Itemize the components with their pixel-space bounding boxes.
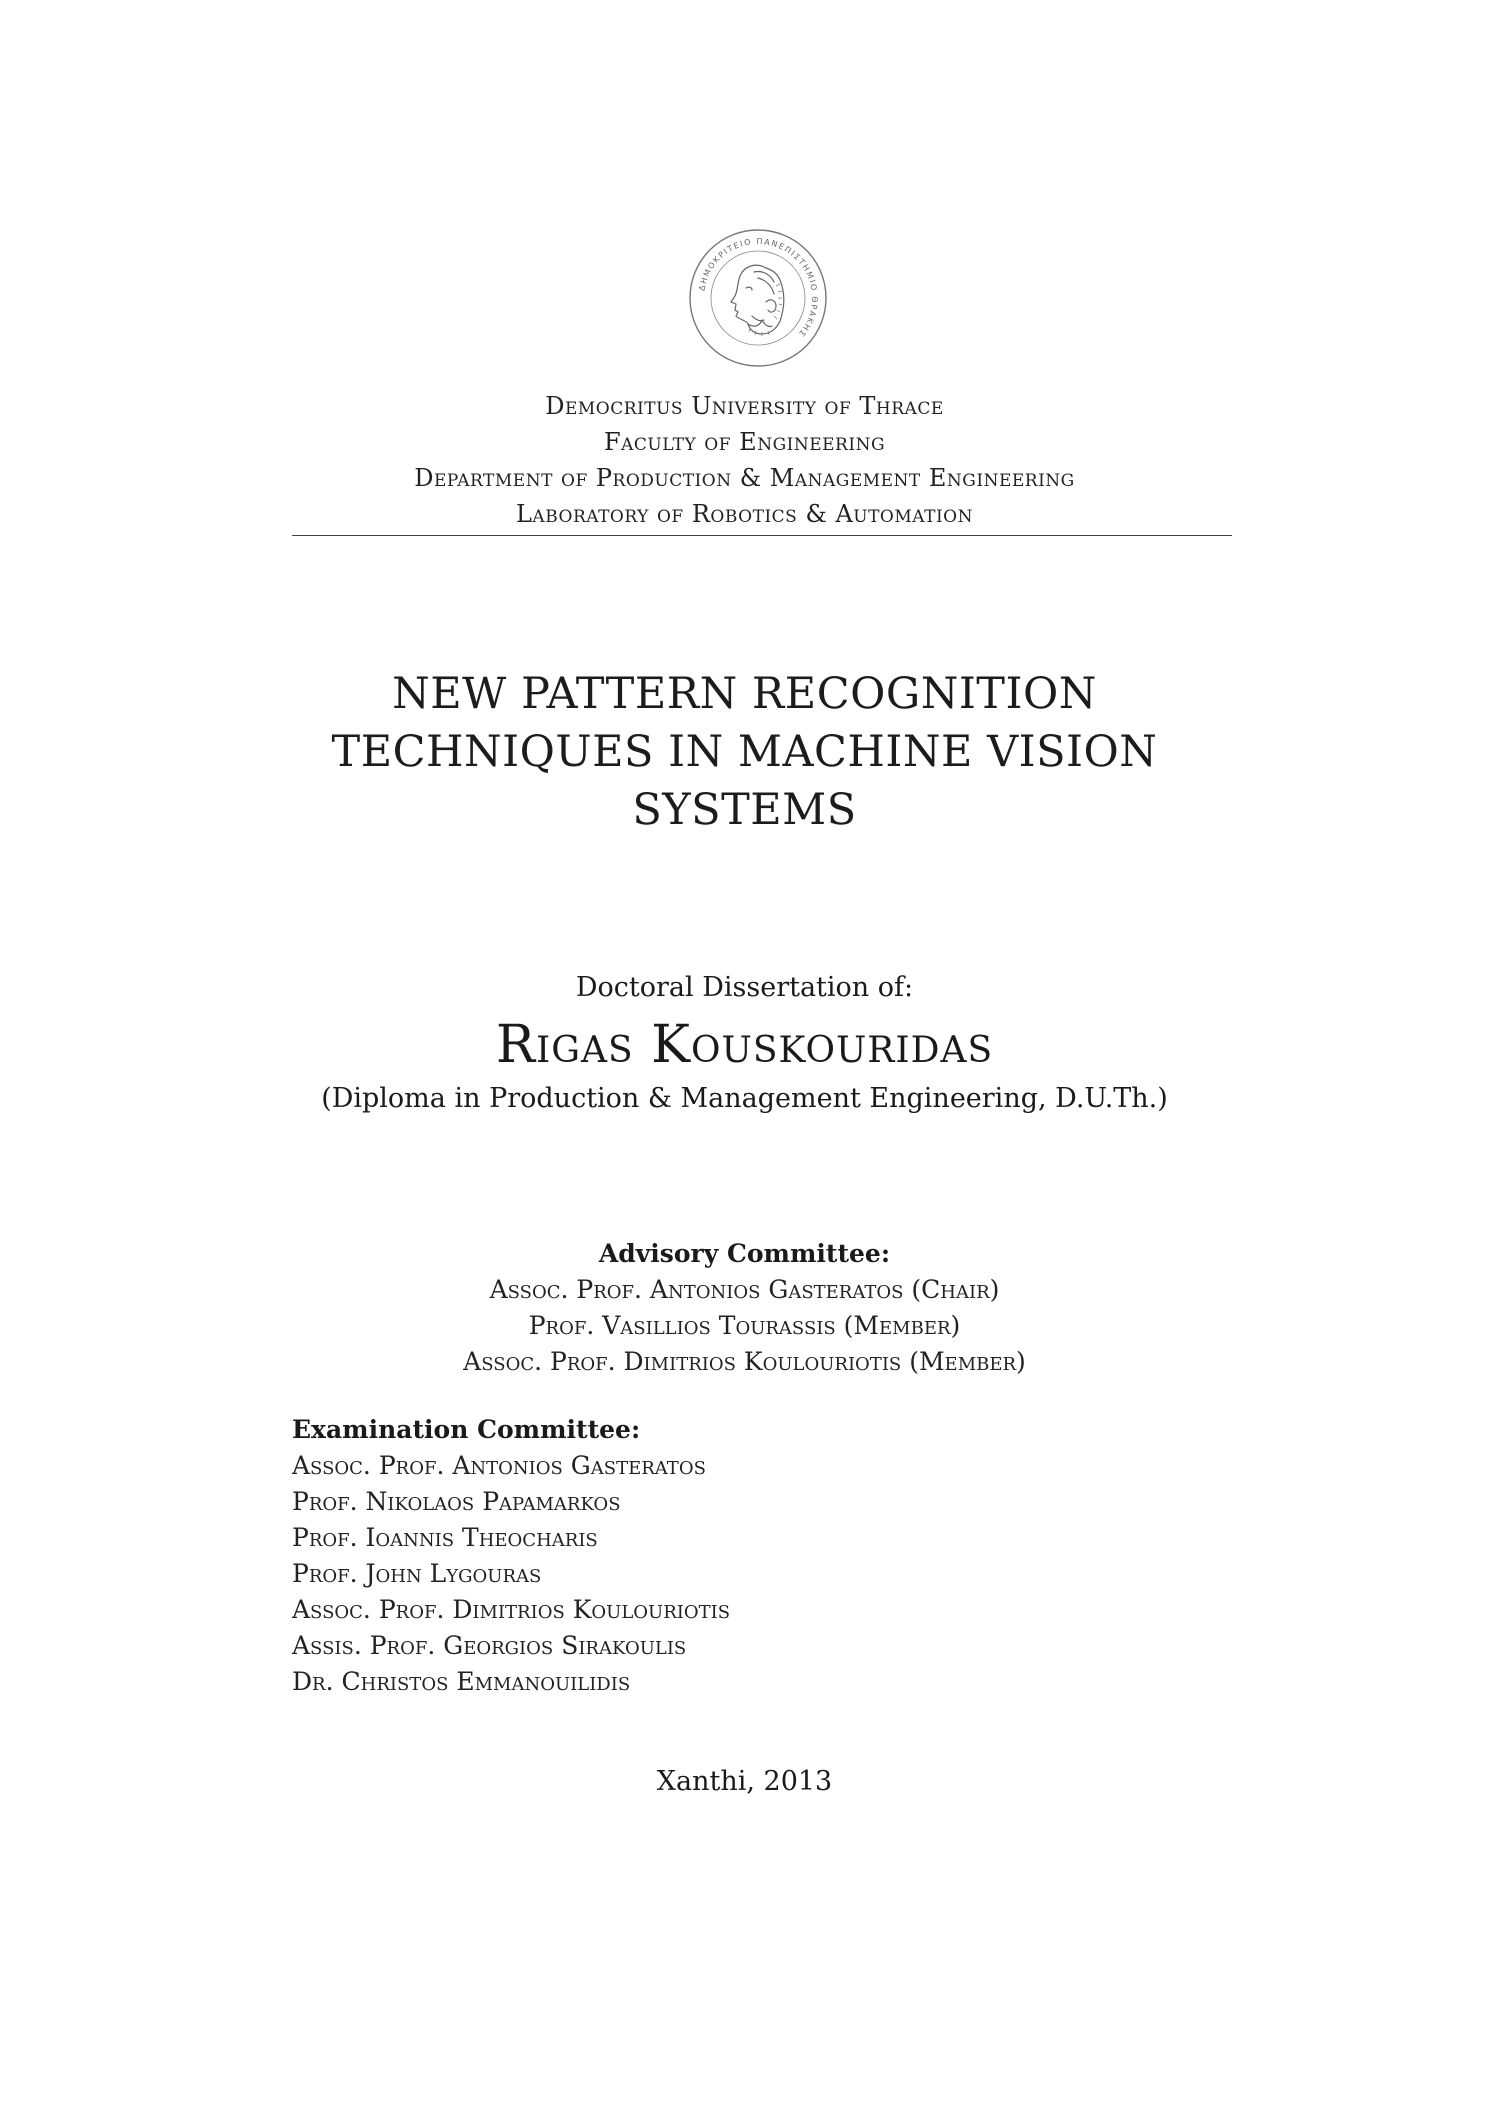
- examination-member: Assis. Prof. Georgios Sirakoulis: [292, 1631, 687, 1660]
- examination-member: Dr. Christos Emmanouilidis: [292, 1667, 631, 1696]
- title-line-2: TECHNIQUES IN MACHINE VISION: [331, 727, 1158, 777]
- examination-member: Assoc. Prof. Antonios Gasteratos: [292, 1451, 706, 1480]
- advisory-member: Assoc. Prof. Antonios Gasteratos (Chair): [489, 1275, 1000, 1304]
- university-seal-logo: [688, 228, 828, 368]
- dissertation-label: Doctoral Dissertation of:: [575, 972, 914, 1003]
- advisory-committee-heading: Advisory Committee:: [598, 1239, 891, 1268]
- examination-committee: [292, 1412, 730, 1700]
- advisory-member: Assoc. Prof. Dimitrios Koulouriotis (Member): [463, 1347, 1026, 1376]
- svg-text:ΔΗΜΟΚΡΙΤΕΙΟ ΠΑΝΕΠΙΣΤΗΜΙΟ ΘΡΑΚΗ: ΔΗΜΟΚΡΙΤΕΙΟ ΠΑΝΕΠΙΣΤΗΜΙΟ ΘΡΑΚΗΣ: [697, 236, 820, 340]
- laboratory-name: Laboratory of Robotics & Automation: [515, 500, 973, 528]
- examination-member: Prof. Ioannis Theocharis: [292, 1523, 598, 1552]
- header-divider: [292, 535, 1232, 536]
- faculty-name: Faculty of Engineering: [603, 428, 886, 456]
- advisory-committee: [0, 1236, 1489, 1380]
- university-name: Democritus University of Thrace: [545, 392, 944, 420]
- department-name: Department of Production & Management Engineering: [414, 464, 1075, 492]
- examination-member: Prof. John Lygouras: [292, 1559, 542, 1588]
- title-line-3: SYSTEMS: [632, 785, 857, 835]
- examination-member: Prof. Nikolaos Papamarkos: [292, 1487, 621, 1516]
- author-diploma: (Diploma in Production & Management Engineering, D.U.Th.): [321, 1083, 1168, 1114]
- examination-committee-heading: Examination Committee:: [292, 1415, 641, 1444]
- dissertation-title: [0, 665, 1489, 839]
- author-name: Rigas Kouskouridas: [495, 1015, 994, 1075]
- institution-header: [0, 388, 1489, 532]
- place-and-year: Xanthi, 2013: [656, 1766, 833, 1797]
- examination-member: Assoc. Prof. Dimitrios Koulouriotis: [292, 1595, 731, 1624]
- title-line-1: NEW PATTERN RECOGNITION: [392, 669, 1097, 719]
- advisory-member: Prof. Vasillios Tourassis (Member): [528, 1311, 961, 1340]
